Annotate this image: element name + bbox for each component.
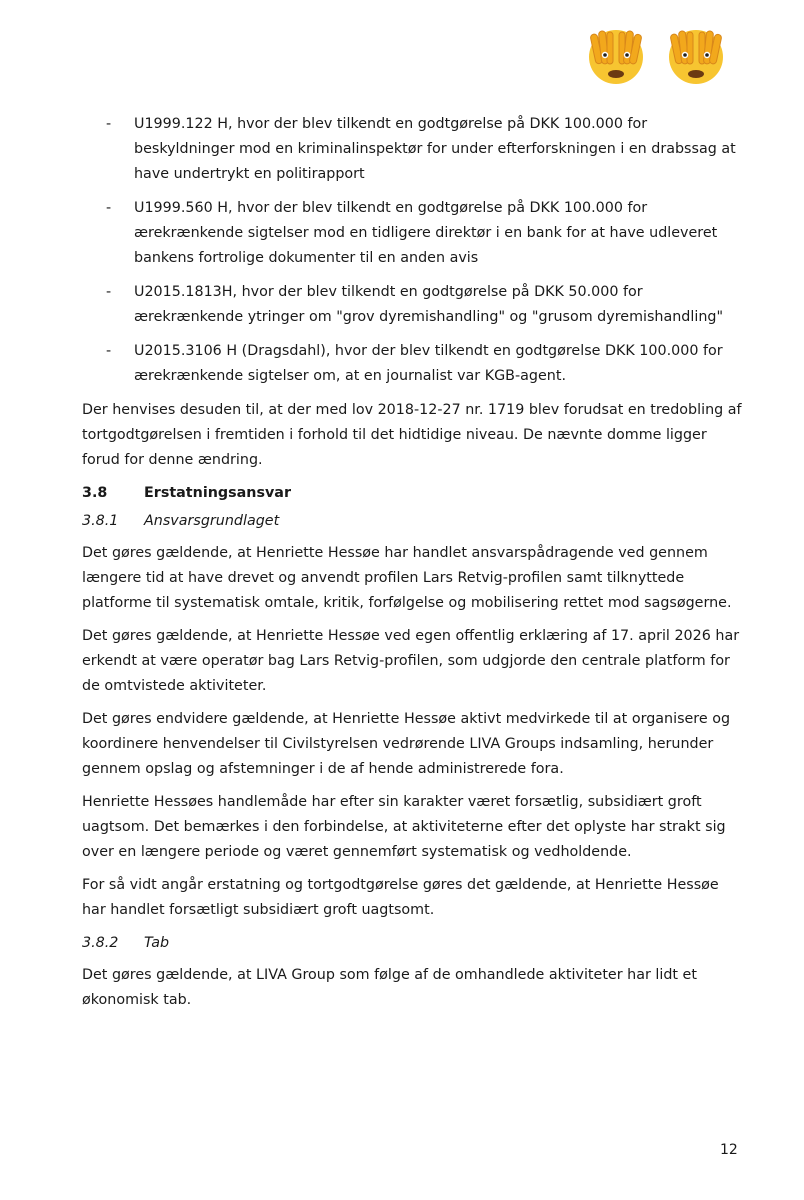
- paragraph: For så vidt angår erstatning og tortgodtgørelse gøres det gældende, at Henriette Hessøe har handlet forsætligt subsidiært groft uagtsomt.: [82, 877, 719, 918]
- list-item: [82, 339, 742, 389]
- page-number: 12: [720, 1142, 738, 1158]
- subsection-number: 3.8.2: [82, 935, 119, 951]
- paragraph: Det gøres gældende, at Henriette Hessøe ved egen offentlig erklæring af 17. april 2026 har erkendt at være operatør bag Lars Retvig-profilen, som udgjorde den centrale platform for de omtvistede aktiviteter.: [82, 628, 740, 694]
- list-item: [82, 280, 742, 330]
- list-item-text: U2015.3106 H (Dragsdahl), hvor der blev tilkendt en godtgørelse DKK 100.000 for ærekrænkende sigtelser om, at en journalist var KGB-agent.: [134, 343, 723, 384]
- section-title: Erstatningsansvar: [144, 485, 291, 501]
- subsection-heading: [82, 509, 742, 533]
- document-body: [82, 112, 742, 1021]
- face-peeking-eyes-icon: [664, 24, 728, 88]
- subsection-heading: [82, 931, 742, 955]
- bullet-dash: -: [106, 343, 112, 359]
- list-item: [82, 196, 742, 271]
- section-heading: [82, 481, 742, 505]
- list-item-text: U1999.560 H, hvor der blev tilkendt en godtgørelse på DKK 100.000 for ærekrænkende sigtelser mod en tidligere direktør i en bank for at have udleveret bankens fortrolige dokumenter til en anden avis: [134, 200, 718, 266]
- subsection-title: Tab: [144, 935, 170, 951]
- paragraph: Der henvises desuden til, at der med lov 2018-12-27 nr. 1719 blev forudsat en tredobling af tortgodtgørelsen i fremtiden i forhold til det hidtidige niveau. De nævnte domme ligger forud for denne ændring.: [82, 402, 742, 468]
- section-number: 3.8: [82, 485, 108, 501]
- paragraph: Det gøres gældende, at LIVA Group som følge af de omhandlede aktiviteter har lidt et økonomisk tab.: [82, 967, 697, 1008]
- paragraph: Henriette Hessøes handlemåde har efter sin karakter været forsætlig, subsidiært groft uagtsom. Det bemærkes i den forbindelse, at aktiviteterne efter det oplyste har strakt sig over en længere periode og været gennemført systematisk og vedholdende.: [82, 794, 726, 860]
- paragraph: Det gøres endvidere gældende, at Henriette Hessøe aktivt medvirkede til at organisere og koordinere henvendelser til Civilstyrelsen vedrørende LIVA Groups indsamling, herunder gennem opslag og afstemninger i de af hende administrerede fora.: [82, 711, 731, 777]
- bullet-dash: -: [106, 284, 112, 300]
- list-item: [82, 112, 742, 187]
- list-item-text: U1999.122 H, hvor der blev tilkendt en godtgørelse på DKK 100.000 for beskyldninger mod en kriminalinspektør for under efterforskningen i en drabssag at have undertrykt en politirapport: [134, 116, 736, 182]
- list-item-text: U2015.1813H, hvor der blev tilkendt en godtgørelse på DKK 50.000 for ærekrænkende ytringer om "grov dyremishandling" og "grusom dyremishandling": [134, 284, 724, 325]
- face-peeking-eyes-icon: [584, 24, 648, 88]
- subsection-title: Ansvarsgrundlaget: [144, 513, 280, 529]
- emoji-group: [584, 24, 728, 88]
- paragraph: Det gøres gældende, at Henriette Hessøe har handlet ansvarspådragende ved gennem længere tid at have drevet og anvendt profilen Lars Retvig-profilen samt tilknyttede platforme til systematisk omtale, kritik, forfølgelse og mobilisering rettet mod sagsøgerne.: [82, 545, 732, 611]
- bullet-dash: -: [106, 200, 112, 216]
- subsection-number: 3.8.1: [82, 513, 119, 529]
- case-list: [82, 112, 742, 389]
- bullet-dash: -: [106, 116, 112, 132]
